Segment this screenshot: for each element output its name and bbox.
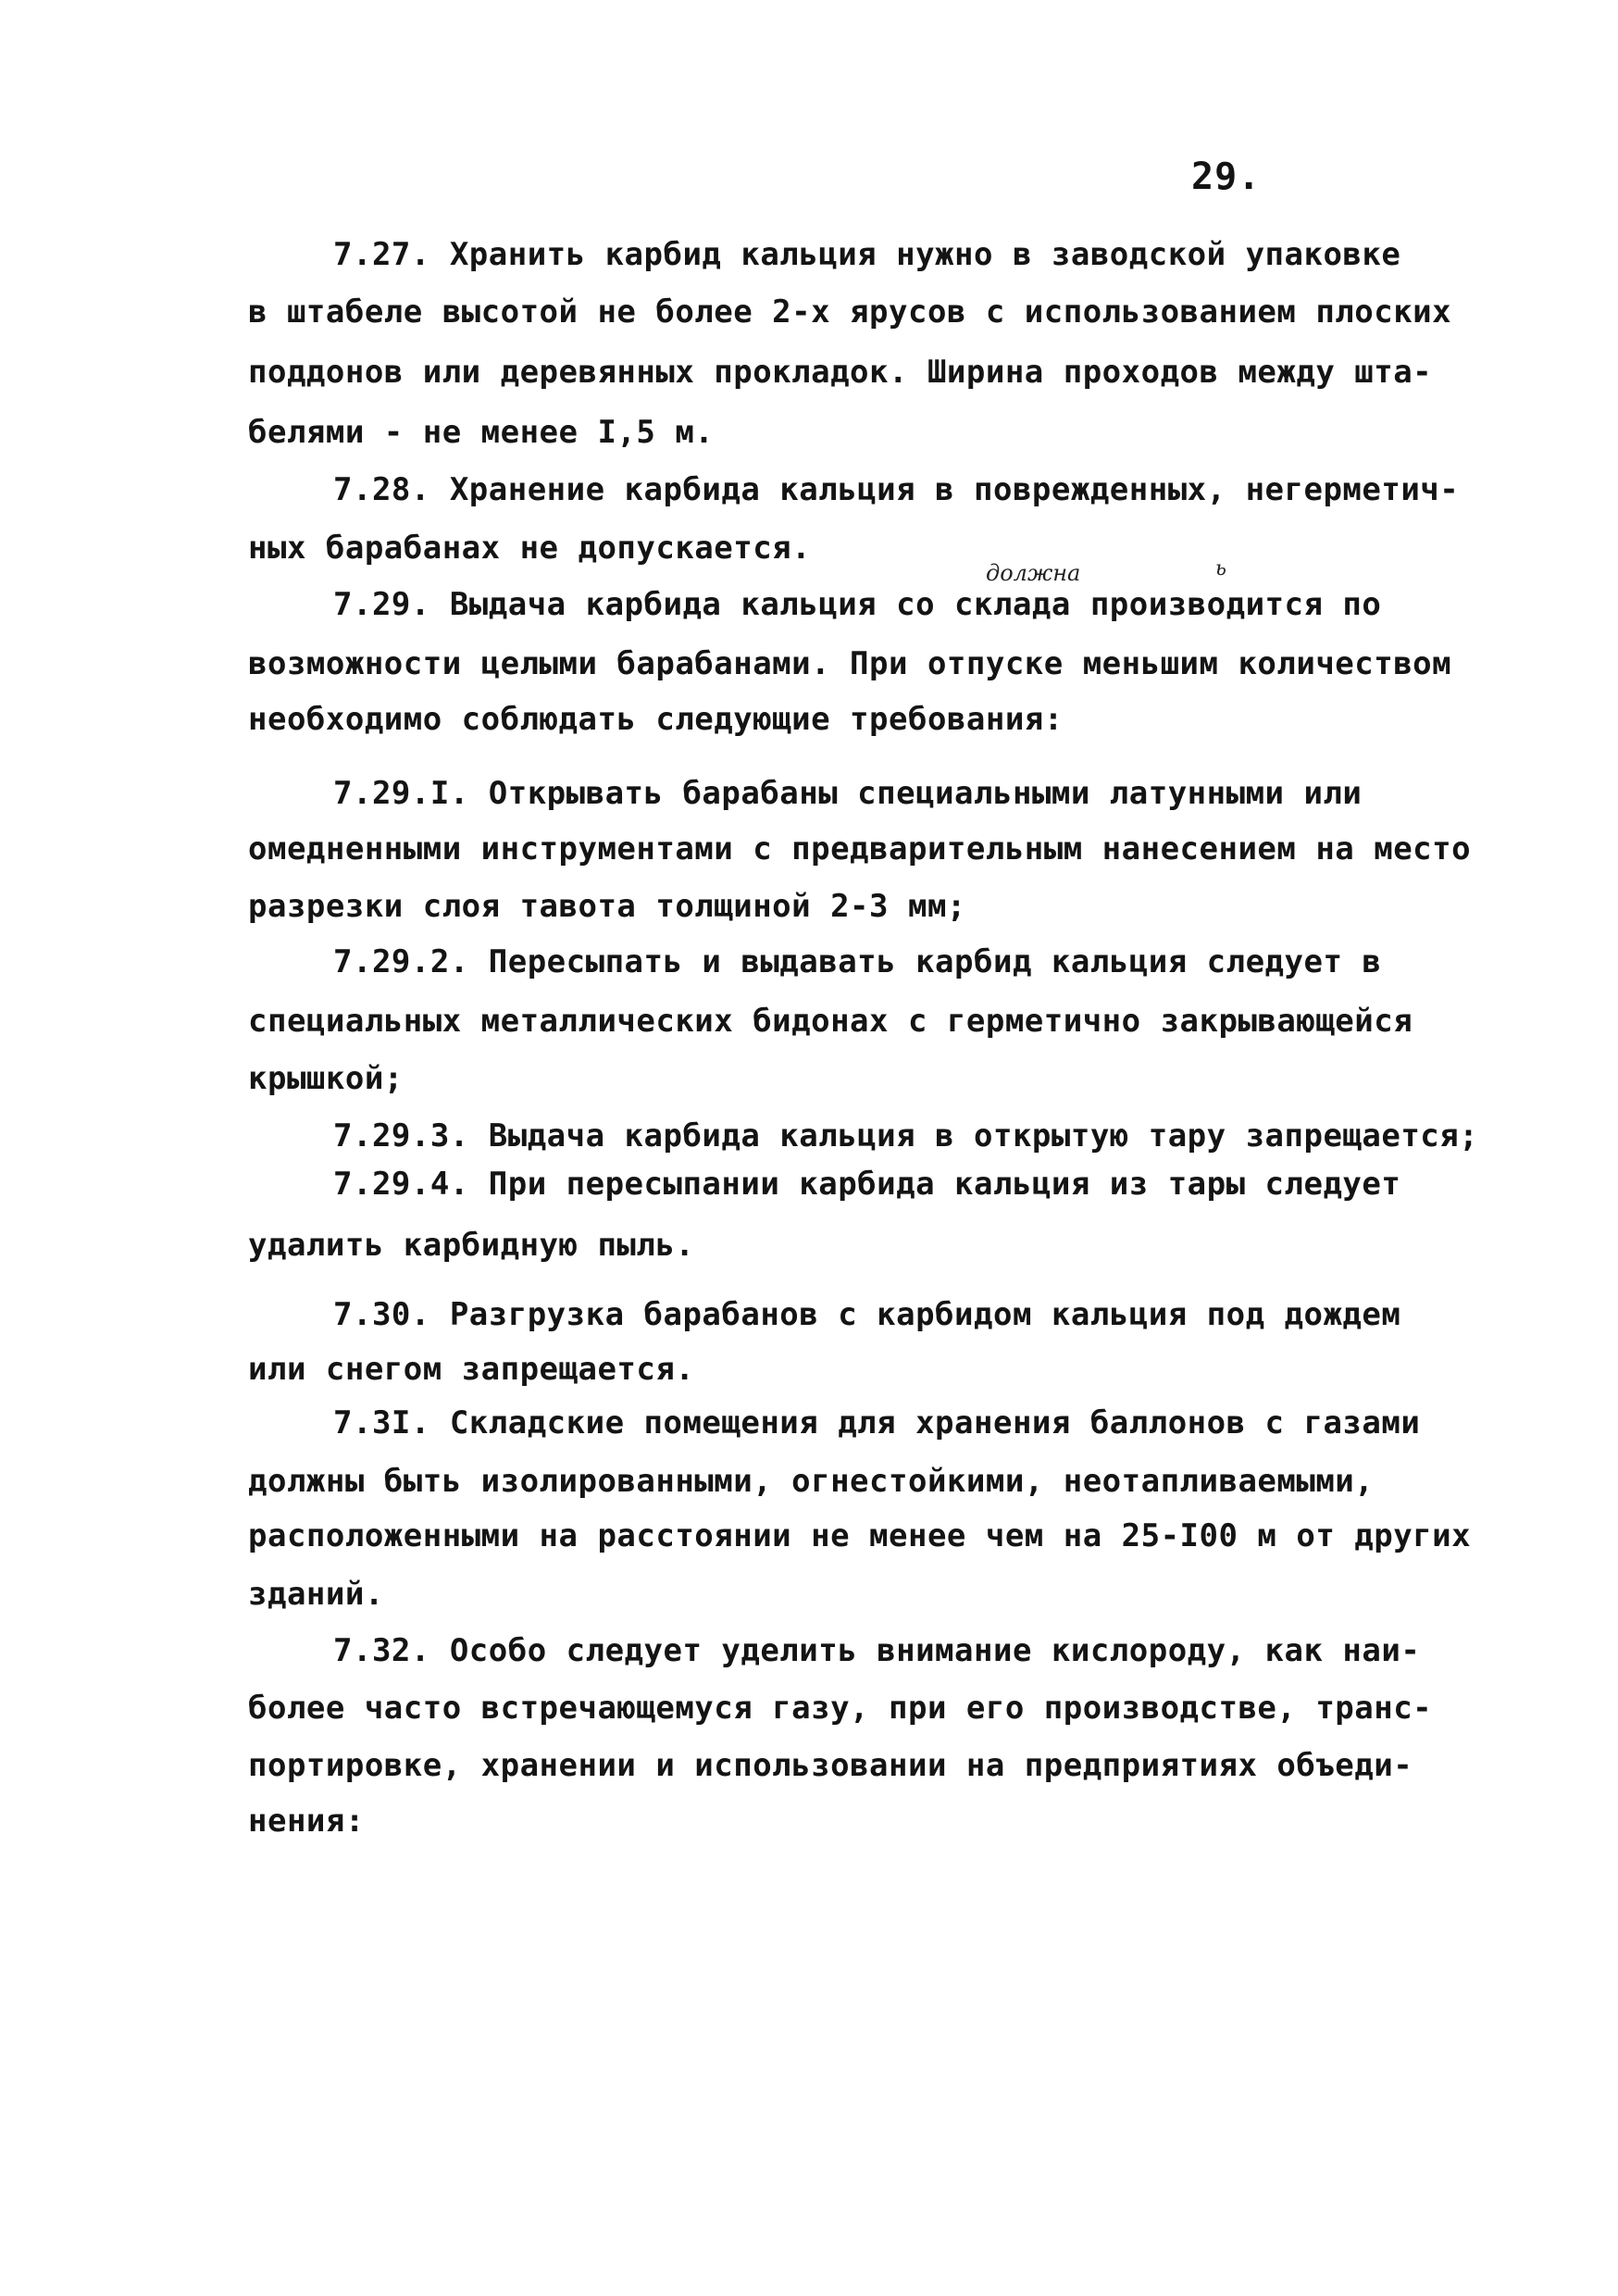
text-line: белями - не менее I,5 м. xyxy=(248,414,715,451)
text-line: или снегом запрещается. xyxy=(248,1351,695,1388)
text-line: более часто встречающемуся газу, при его производстве, транс- xyxy=(248,1690,1433,1727)
text-line: возможности целыми барабанами. При отпуске меньшим количеством xyxy=(248,645,1452,682)
text-line: 7.32. Особо следует уделить внимание кислороду, как наи- xyxy=(333,1632,1421,1669)
text-line: крышкой; xyxy=(248,1060,404,1097)
text-line: удалить карбидную пыль. xyxy=(248,1227,695,1264)
text-line: ных барабанах не допускается. xyxy=(248,530,812,567)
text-line: специальных металлических бидонах с герметично закрывающейся xyxy=(248,1003,1413,1040)
text-line: 7.29. Выдача карбида кальция со склада производится по xyxy=(333,586,1382,623)
page-number: 29. xyxy=(1191,156,1262,198)
text-line: зданий. xyxy=(248,1576,384,1613)
text-line: 7.30. Разгрузка барабанов с карбидом кальция под дождем xyxy=(333,1296,1401,1333)
text-line: в штабеле высотой не более 2-х ярусов с использованием плоских xyxy=(248,293,1452,331)
text-line: 7.29.3. Выдача карбида кальция в открытую тару запрещается; xyxy=(333,1117,1479,1154)
text-line: поддонов или деревянных прокладок. Ширина проходов между шта- xyxy=(248,354,1433,391)
text-line: 7.29.2. Пересыпать и выдавать карбид кальция следует в xyxy=(333,943,1382,980)
text-line: 7.3I. Складские помещения для хранения баллонов с газами xyxy=(333,1404,1421,1441)
text-line: нения: xyxy=(248,1803,365,1840)
text-line: необходимо соблюдать следующие требования: xyxy=(248,701,1064,738)
text-line: портировке, хранении и использовании на предприятиях объеди- xyxy=(248,1747,1413,1784)
text-line: должны быть изолированными, огнестойкими, неотапливаемыми, xyxy=(248,1463,1375,1500)
text-line: 7.29.4. При пересыпании карбида кальция из тары следует xyxy=(333,1166,1401,1203)
handwritten-mark: ь xyxy=(1215,557,1226,580)
handwritten-note: должна xyxy=(986,560,1081,586)
text-line: расположенными на расстоянии не менее чем на 25-I00 м от других xyxy=(248,1517,1472,1554)
text-line: 7.27. Хранить карбид кальция нужно в заводской упаковке xyxy=(333,236,1401,273)
text-line: омедненными инструментами с предварительным нанесением на место xyxy=(248,830,1472,867)
text-line: разрезки слоя тавота толщиной 2-3 мм; xyxy=(248,888,966,925)
text-line: 7.28. Хранение карбида кальция в поврежденных, негерметич- xyxy=(333,471,1460,508)
text-line: 7.29.I. Открывать барабаны специальными латунными или xyxy=(333,775,1363,812)
